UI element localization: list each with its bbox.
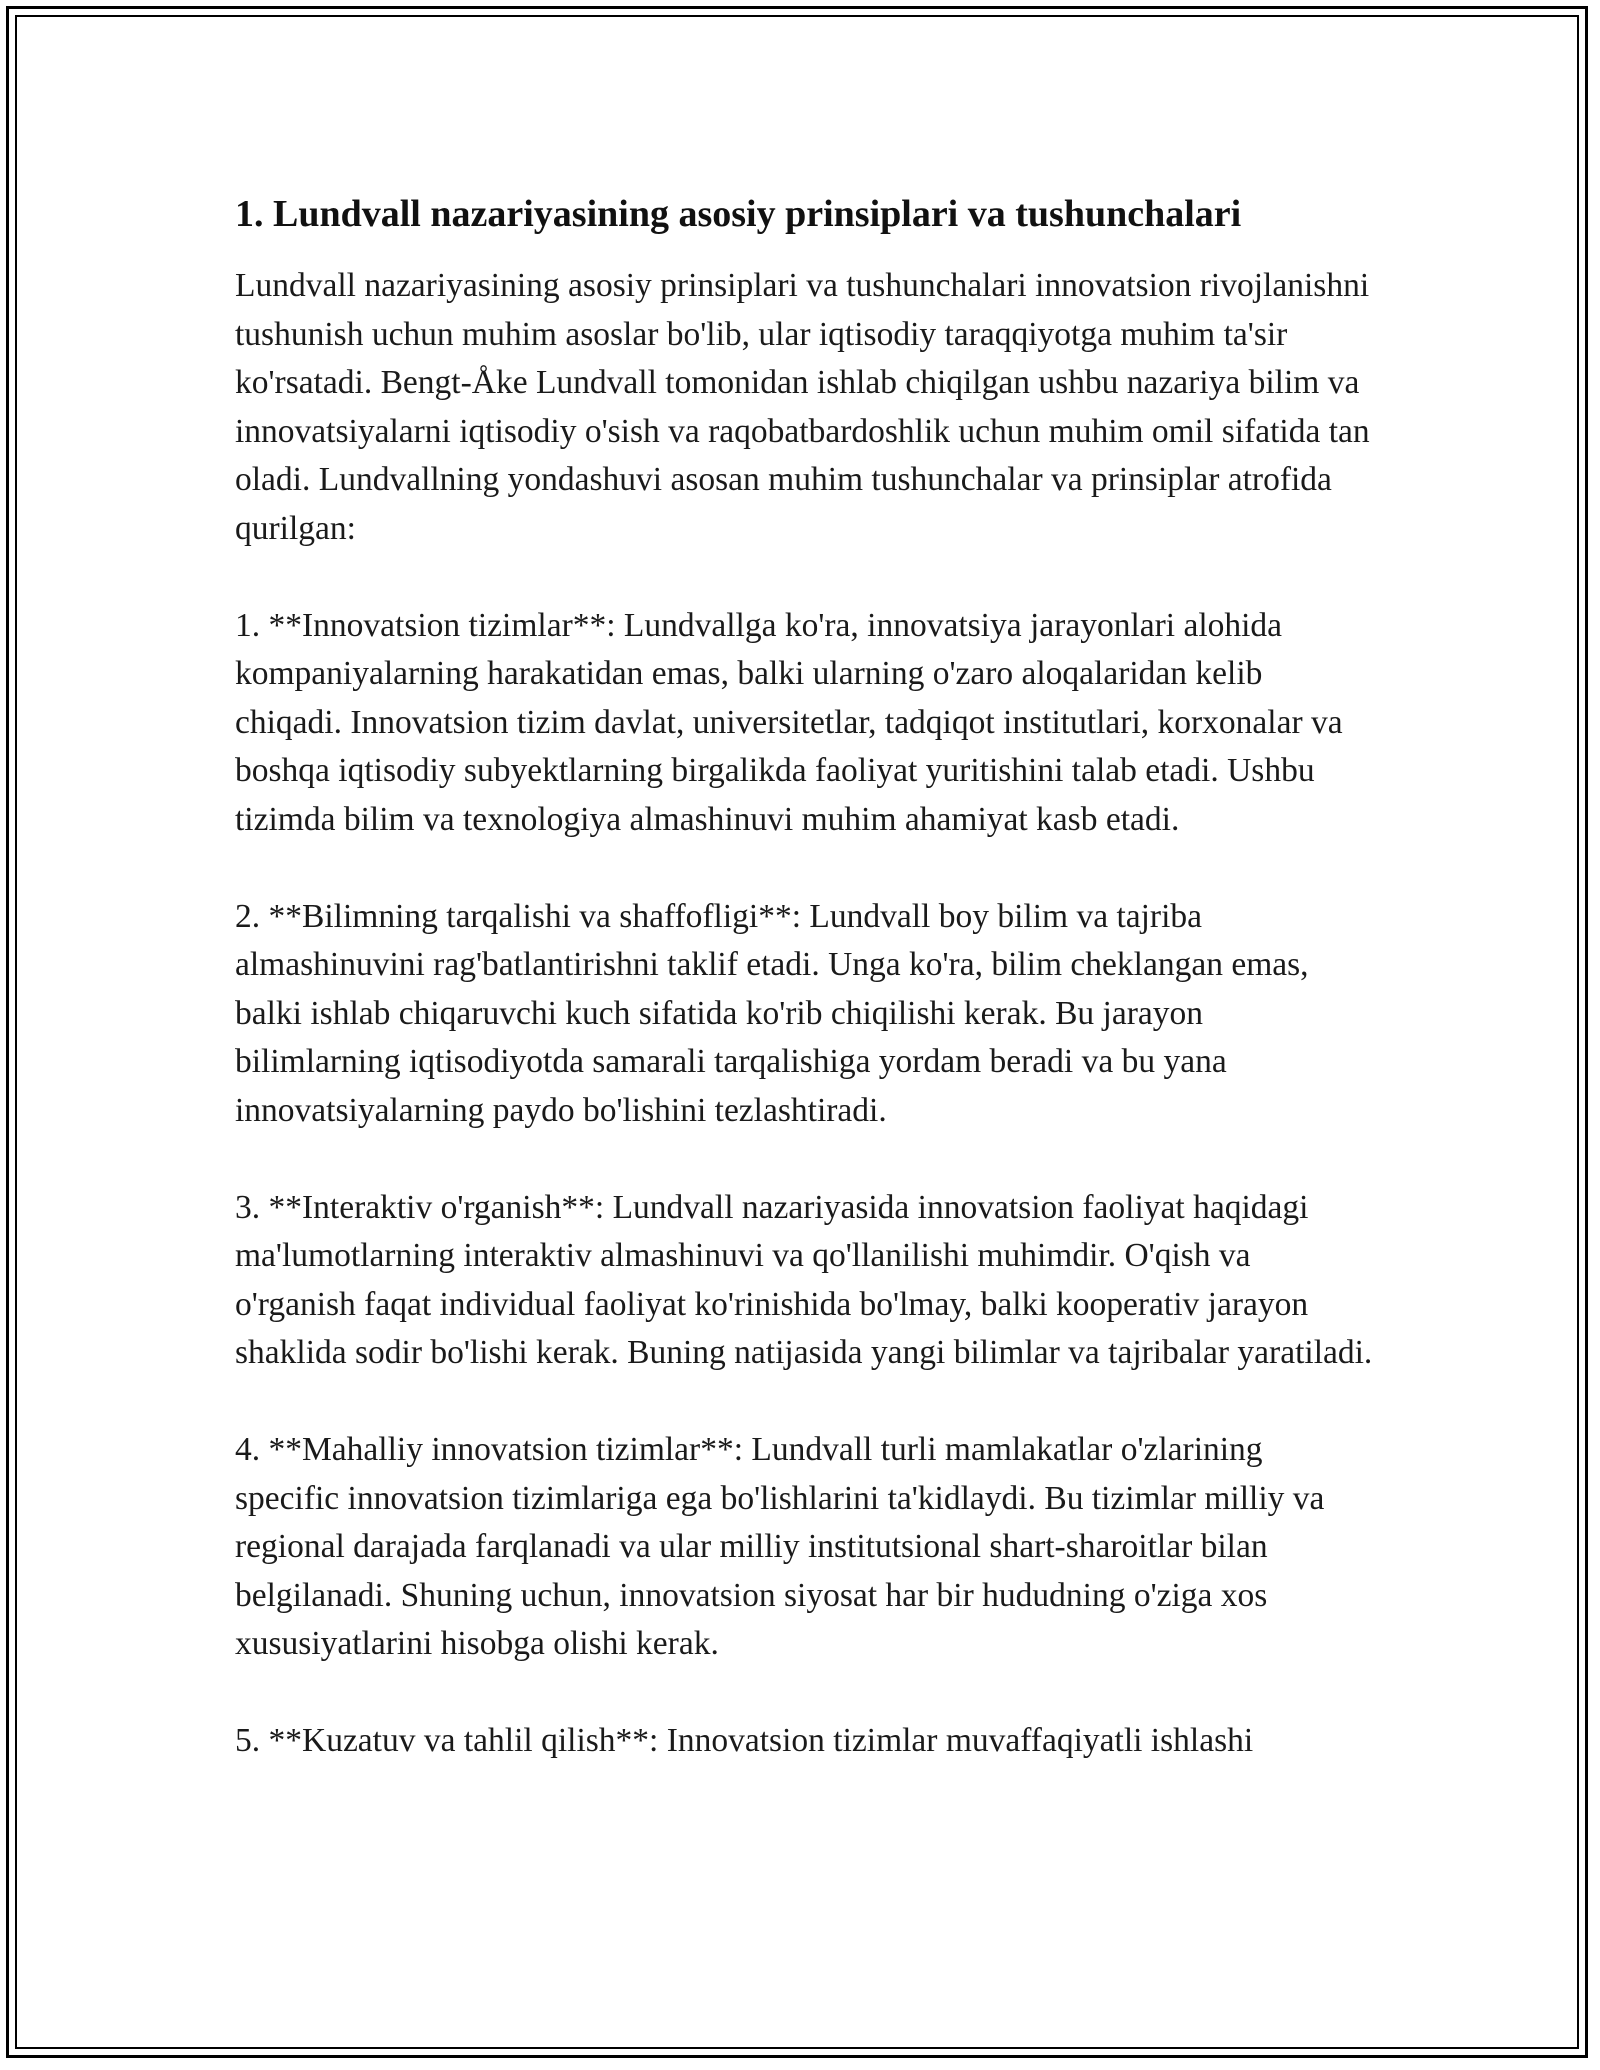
list-item-interactive-learning: 3. **Interaktiv o'rganish**: Lundvall nazariyasida innovatsion faoliyat haqidagi ma'lumotlarning interaktiv almashinuvi va qo'llanilishi muhimdir. O'qish va o'rganish faqat individual faoliyat ko'rinishida bo'lmay, balki kooperativ jarayon shaklida sodir bo'lishi kerak. Buning natijasida yangi bilimlar va tajribalar yaratiladi. <box>235 1188 1373 1371</box>
list-item-monitoring-analysis: 5. **Kuzatuv va tahlil qilish**: Innovatsion tizimlar muvaffaqiyatli ishlashi <box>235 1722 1254 1759</box>
list-item-innovation-systems: 1. **Innovatsion tizimlar**: Lundvallga ko'ra, innovatsiya jarayonlari alohida kompaniyalarning harakatidan emas, balki ularning o'zaro aloqalaridan kelib chiqadi. Innovatsion tizim davlat, universitetlar, tadqiqot institutlari, korxonalar va boshqa iqtisodiy subyektlarning birgalikda faoliyat yuritishini talab etadi. Ushbu tizimda bilim va texnologiya almashinuvi muhim ahamiyat kasb etadi. <box>235 606 1343 838</box>
intro-paragraph: Lundvall nazariyasining asosiy prinsiplari va tushunchalari innovatsion rivojlanishni tushunish uchun muhim asoslar bo'lib, ular iqtisodiy taraqqiyotga muhim ta'sir ko'rsatadi. Bengt-Åke Lundvall tomonidan ishlab chiqilgan ushbu nazariya bilim va innovatsiyalarni iqtisodiy o'sish va raqobatbardoshlik uchun muhim omil sifatida tan oladi. Lundvallning yondashuvi asosan muhim tushunchalar va prinsiplar atrofida qurilgan: <box>235 267 1370 547</box>
list-item-local-innovation-systems: 4. **Mahalliy innovatsion tizimlar**: Lundvall turli mamlakatlar o'zlarining specific innovatsion tizimlariga ega bo'lishlarini ta'kidlaydi. Bu tizimlar milliy va regional darajada farqlanadi va ular milliy institutsional shart-sharoitlar bilan belgilanadi. Shuning uchun, innovatsion siyosat har bir hududning o'ziga xos xususiyatlarini hisobga olishi kerak. <box>235 1431 1325 1662</box>
document-body <box>235 186 1375 1814</box>
section-heading: 1. Lundvall nazariyasining asosiy prinsiplari va tushunchalari <box>235 193 1242 235</box>
list-item-knowledge-diffusion: 2. **Bilimning tarqalishi va shaffofligi**: Lundvall boy bilim va tajriba almashinuvini rag'batlantirishni taklif etadi. Unga ko'ra, bilim cheklangan emas, balki ishlab chiqaruvchi kuch sifatida ko'rib chiqilishi kerak. Bu jarayon bilimlarning iqtisodiyotda samarali tarqalishiga yordam beradi va bu yana innovatsiyalarning paydo bo'lishini tezlashtiradi. <box>235 897 1309 1129</box>
